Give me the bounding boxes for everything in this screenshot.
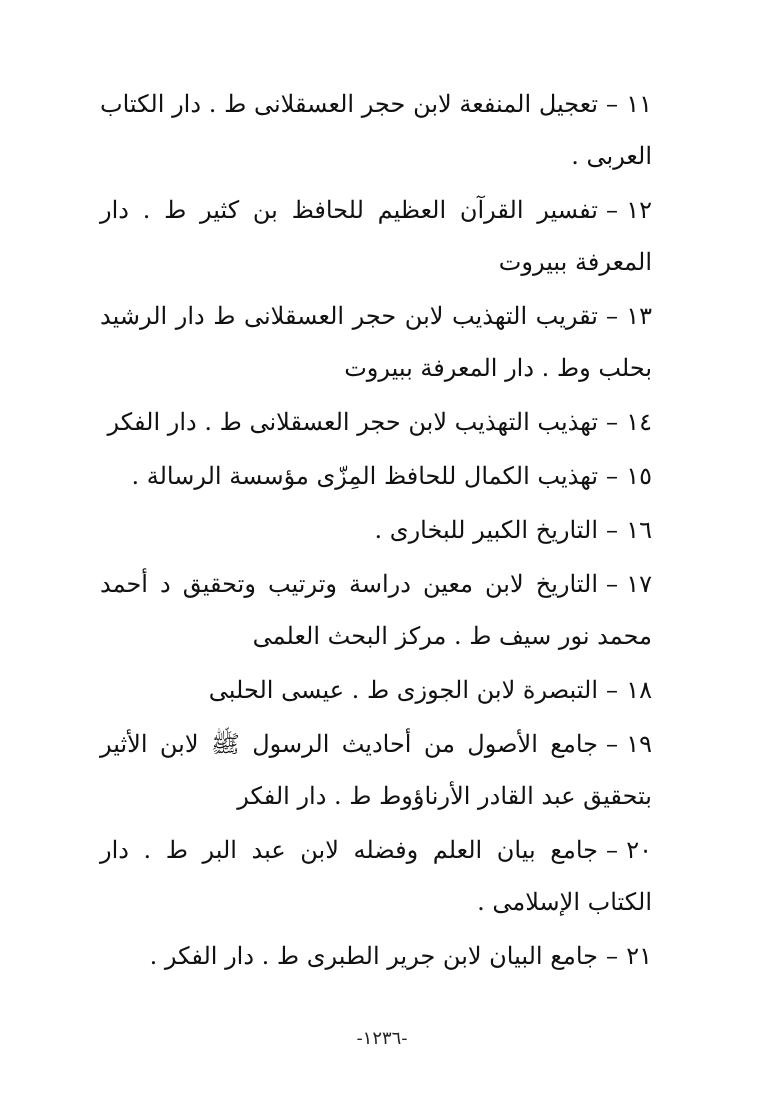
bibliography-entry-18	[100, 664, 652, 716]
bibliography-entry-12	[100, 184, 652, 288]
bibliography-entry-11	[100, 78, 652, 182]
entry-number: ١١	[626, 90, 652, 118]
bibliography-entry-13	[100, 290, 652, 394]
bibliography-entry-15	[100, 450, 652, 502]
entry-number: ١٤	[626, 408, 652, 436]
entry-number: ١٦	[626, 516, 652, 544]
entry-text: التاريخ لابن معين دراسة وترتيب وتحقيق د أحمد محمد نور سيف ط . مركز البحث العلمى	[100, 570, 652, 650]
entry-dash: –	[606, 408, 618, 436]
entry-text: تعجيل المنفعة لابن حجر العسقلانى ط . دار الكتاب العربى .	[100, 90, 652, 170]
entry-text: تهذيب التهذيب لابن حجر العسقلانى ط . دار الفكر	[107, 408, 598, 436]
bibliography-entry-14	[100, 396, 652, 448]
bibliography-entry-19	[100, 718, 652, 822]
entry-text: تهذيب الكمال للحافظ المِزّى مؤسسة الرسالة .	[131, 462, 598, 490]
entry-number: ١٢	[626, 196, 652, 224]
entry-number: ٢٠	[626, 836, 652, 864]
bibliography-list	[100, 78, 652, 984]
bibliography-entry-16	[100, 504, 652, 556]
entry-dash: –	[606, 302, 618, 330]
entry-dash: –	[606, 676, 618, 704]
entry-dash: –	[606, 516, 618, 544]
page-number: -١٢٣٦-	[356, 1028, 408, 1049]
entry-text: التبصرة لابن الجوزى ط . عيسى الحلبى	[208, 676, 598, 704]
entry-text: تفسير القرآن العظيم للحافظ بن كثير ط . دار المعرفة ببيروت	[100, 196, 652, 276]
entry-number: ٢١	[626, 942, 652, 970]
entry-number: ١٣	[626, 302, 652, 330]
entry-number: ١٨	[626, 676, 652, 704]
entry-dash: –	[606, 836, 618, 864]
entry-dash: –	[606, 942, 618, 970]
entry-number: ١٧	[626, 570, 652, 598]
entry-dash: –	[606, 730, 618, 758]
entry-dash: –	[606, 196, 618, 224]
bibliography-entry-20	[100, 824, 652, 928]
entry-text: جامع البيان لابن جرير الطبرى ط . دار الفكر .	[149, 942, 598, 970]
entry-text: جامع بيان العلم وفضله لابن عبد البر ط . دار الكتاب الإسلامى .	[100, 836, 652, 916]
entry-dash: –	[606, 90, 618, 118]
entry-number: ١٥	[626, 462, 652, 490]
entry-text: التاريخ الكبير للبخارى .	[374, 516, 598, 544]
entry-text: جامع الأصول من أحاديث الرسول ﷺ لابن الأثير بتحقيق عبد القادر الأرناؤوط ط . دار الفكر	[100, 730, 652, 810]
entry-text: تقريب التهذيب لابن حجر العسقلانى ط دار الرشيد بحلب وط . دار المعرفة ببيروت	[100, 302, 652, 382]
bibliography-entry-17	[100, 558, 652, 662]
bibliography-entry-21	[100, 930, 652, 982]
entry-number: ١٩	[626, 730, 652, 758]
entry-dash: –	[606, 570, 618, 598]
entry-dash: –	[606, 462, 618, 490]
